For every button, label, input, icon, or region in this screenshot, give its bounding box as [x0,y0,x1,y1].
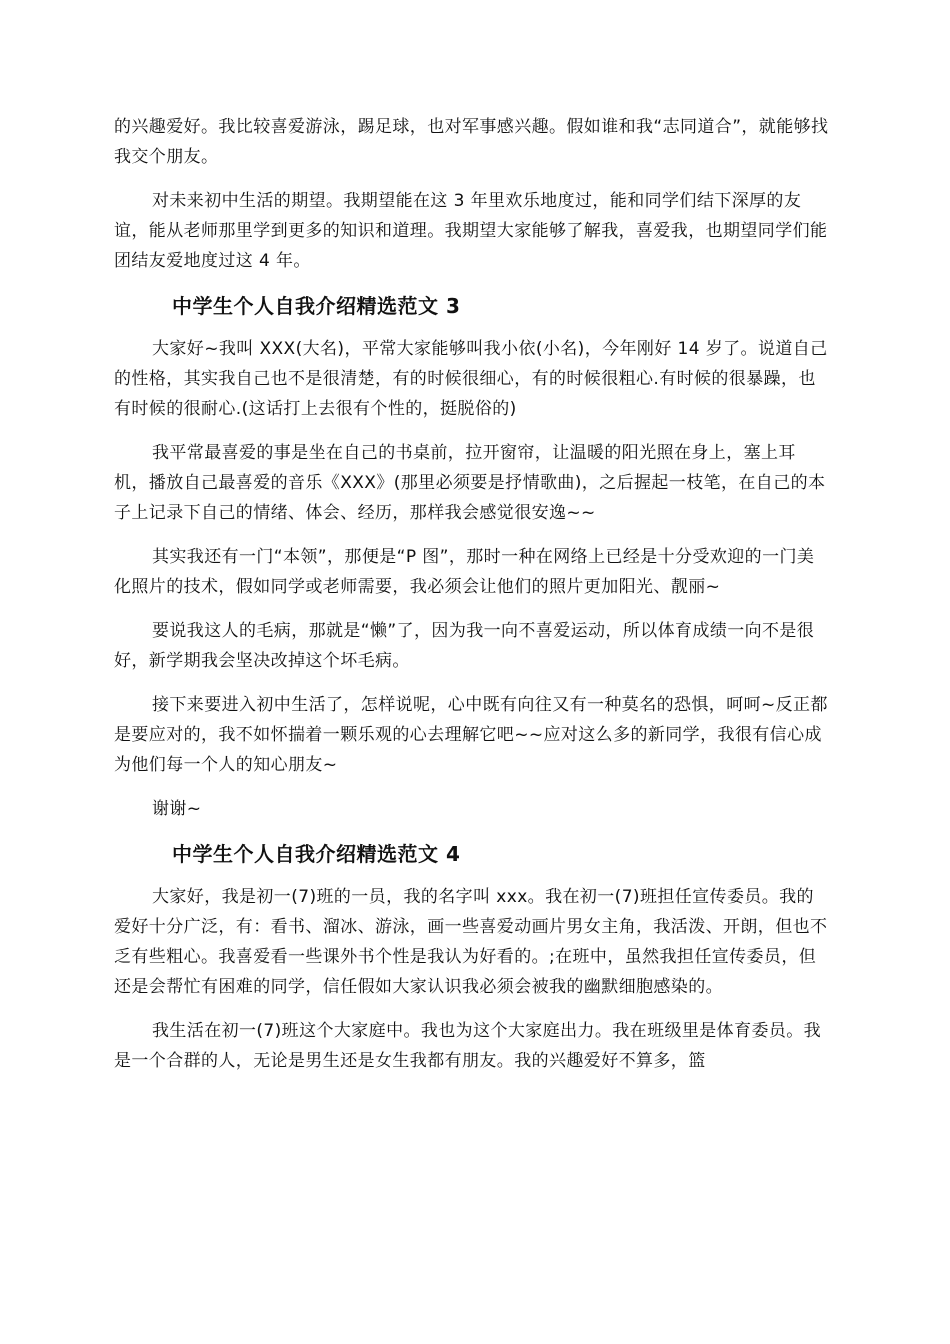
paragraph: 大家好~我叫 XXX(大名)，平常大家能够叫我小依(小名)，今年刚好 14 岁了。说道自己的性格，其实我自己也不是很清楚，有的时候很细心，有的时候很粗心.有时候的很暴躁，也有时候的很耐心.(这话打上去很有个性的，挺脱俗的) [114,339,828,419]
paragraph: 大家好，我是初一(7)班的一员，我的名字叫 xxx。我在初一(7)班担任宣传委员。我的爱好十分广泛，有：看书、溜冰、游泳，画一些喜爱动画片男女主角，我活泼、开朗，但也不乏有些粗心。我喜爱看一些课外书个性是我认为好看的。;在班中，虽然我担任宣传委员，但还是会帮忙有困难的同学，信任假如大家认识我必须会被我的幽默细胞感染的。 [114,887,828,997]
paragraph: 对未来初中生活的期望。我期望能在这 3 年里欢乐地度过，能和同学们结下深厚的友谊，能从老师那里学到更多的知识和道理。我期望大家能够了解我，喜爱我，也期望同学们能团结友爱地度过这 4 年。 [114,191,828,271]
section-heading: 中学生个人自我介绍精选范文 4 [172,842,461,866]
section-heading: 中学生个人自我介绍精选范文 3 [172,294,461,318]
paragraph: 我平常最喜爱的事是坐在自己的书桌前，拉开窗帘，让温暖的阳光照在身上，塞上耳机，播放自己最喜爱的音乐《XXX》(那里必须要是抒情歌曲)，之后握起一枝笔，在自己的本子上记录下自己的情绪、体会、经历，那样我会感觉很安逸~~ [114,443,826,523]
paragraph: 谢谢~ [152,799,202,819]
paragraph-continued: 的兴趣爱好。我比较喜爱游泳，踢足球，也对军事感兴趣。假如谁和我“志同道合”，就能够找我交个朋友。 [114,117,829,167]
paragraph: 我生活在初一(7)班这个大家庭中。我也为这个大家庭出力。我在班级里是体育委员。我是一个合群的人，无论是男生还是女生我都有朋友。我的兴趣爱好不算多，篮 [114,1021,822,1071]
paragraph: 接下来要进入初中生活了，怎样说呢，心中既有向往又有一种莫名的恐惧，呵呵~反正都是要应对的，我不如怀揣着一颗乐观的心去理解它吧~~应对这么多的新同学，我很有信心成为他们每一个人的知心朋友~ [114,695,828,775]
paragraph: 其实我还有一门“本领”，那便是“P 图”，那时一种在网络上已经是十分受欢迎的一门美化照片的技术，假如同学或老师需要，我必须会让他们的照片更加阳光、靓丽~ [114,547,815,597]
document-body [114,112,830,1076]
paragraph: 要说我这人的毛病，那就是“懒”了，因为我一向不喜爱运动，所以体育成绩一向不是很好，新学期我会坚决改掉这个坏毛病。 [114,621,815,671]
